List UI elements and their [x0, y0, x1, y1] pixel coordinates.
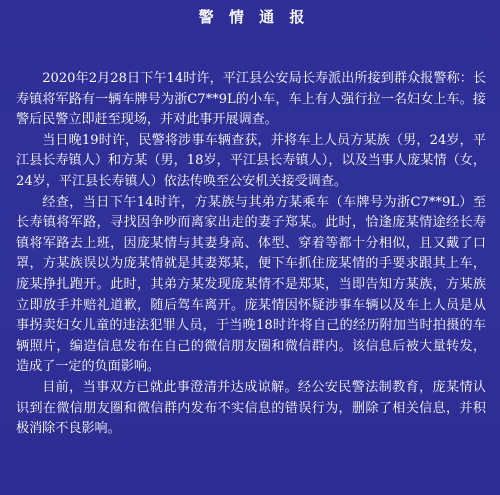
paragraph-investigation: 经查，当日下午14时许，方某族与其弟方某乘车（车牌号为浙C7**9L）至长寿镇将军路，寻找因争吵而离家出走的妻子郑某。此时，恰逢庞某情途经长寿镇将军路去上班，因庞某情与其妻身高、体型、穿着等都十分相似，且又戴了口罩，方某族误以为庞某情就是其妻郑某，便下车抓住庞某情的手要求跟其上车，庞某挣扎跑开。此时，其弟方某发现庞某情不是郑某，当即告知方某族，方某族立即放手并赔礼道歉，随后驾车离开。庞某情因怀疑涉事车辆以及车上人员是从事拐卖妇女儿童的违法犯罪人员，于当晚18时许将自己的经历附加当时拍摄的车辆照片，编造信息发布在自己的微信朋友圈和微信群内。该信息后被大量转发，造成了一定的负面影响。	[16, 194, 486, 375]
notice-title: 警 情 通 报	[198, 8, 310, 26]
paragraph-seizure: 当日晚19时许，民警将涉事车辆查获，并将车上人员方某族（男，24岁，平江县长寿镇人）和方某（男，18岁，平江县长寿镇人），以及当事人庞某情（女，24岁，平江县长寿镇人）依法传唤至公安机关接受调查。	[16, 132, 486, 189]
paragraph-report: 2020年2月28日下午14时许，平江县公安局长寿派出所接到群众报警称：长寿镇将军路有一辆车牌号为浙C7**9L的小车，车上有人强行拉一名妇女上车。接警后民警立即赶至现场，并对此事开展调查。	[16, 71, 486, 128]
paragraph-resolution: 目前，当事双方已就此事澄清并达成谅解。经公安民警法制教育，庞某情认识到在微信朋友圈和微信群内发布不实信息的错误行为，删除了相关信息，并积极消除不良影响。	[16, 379, 486, 437]
